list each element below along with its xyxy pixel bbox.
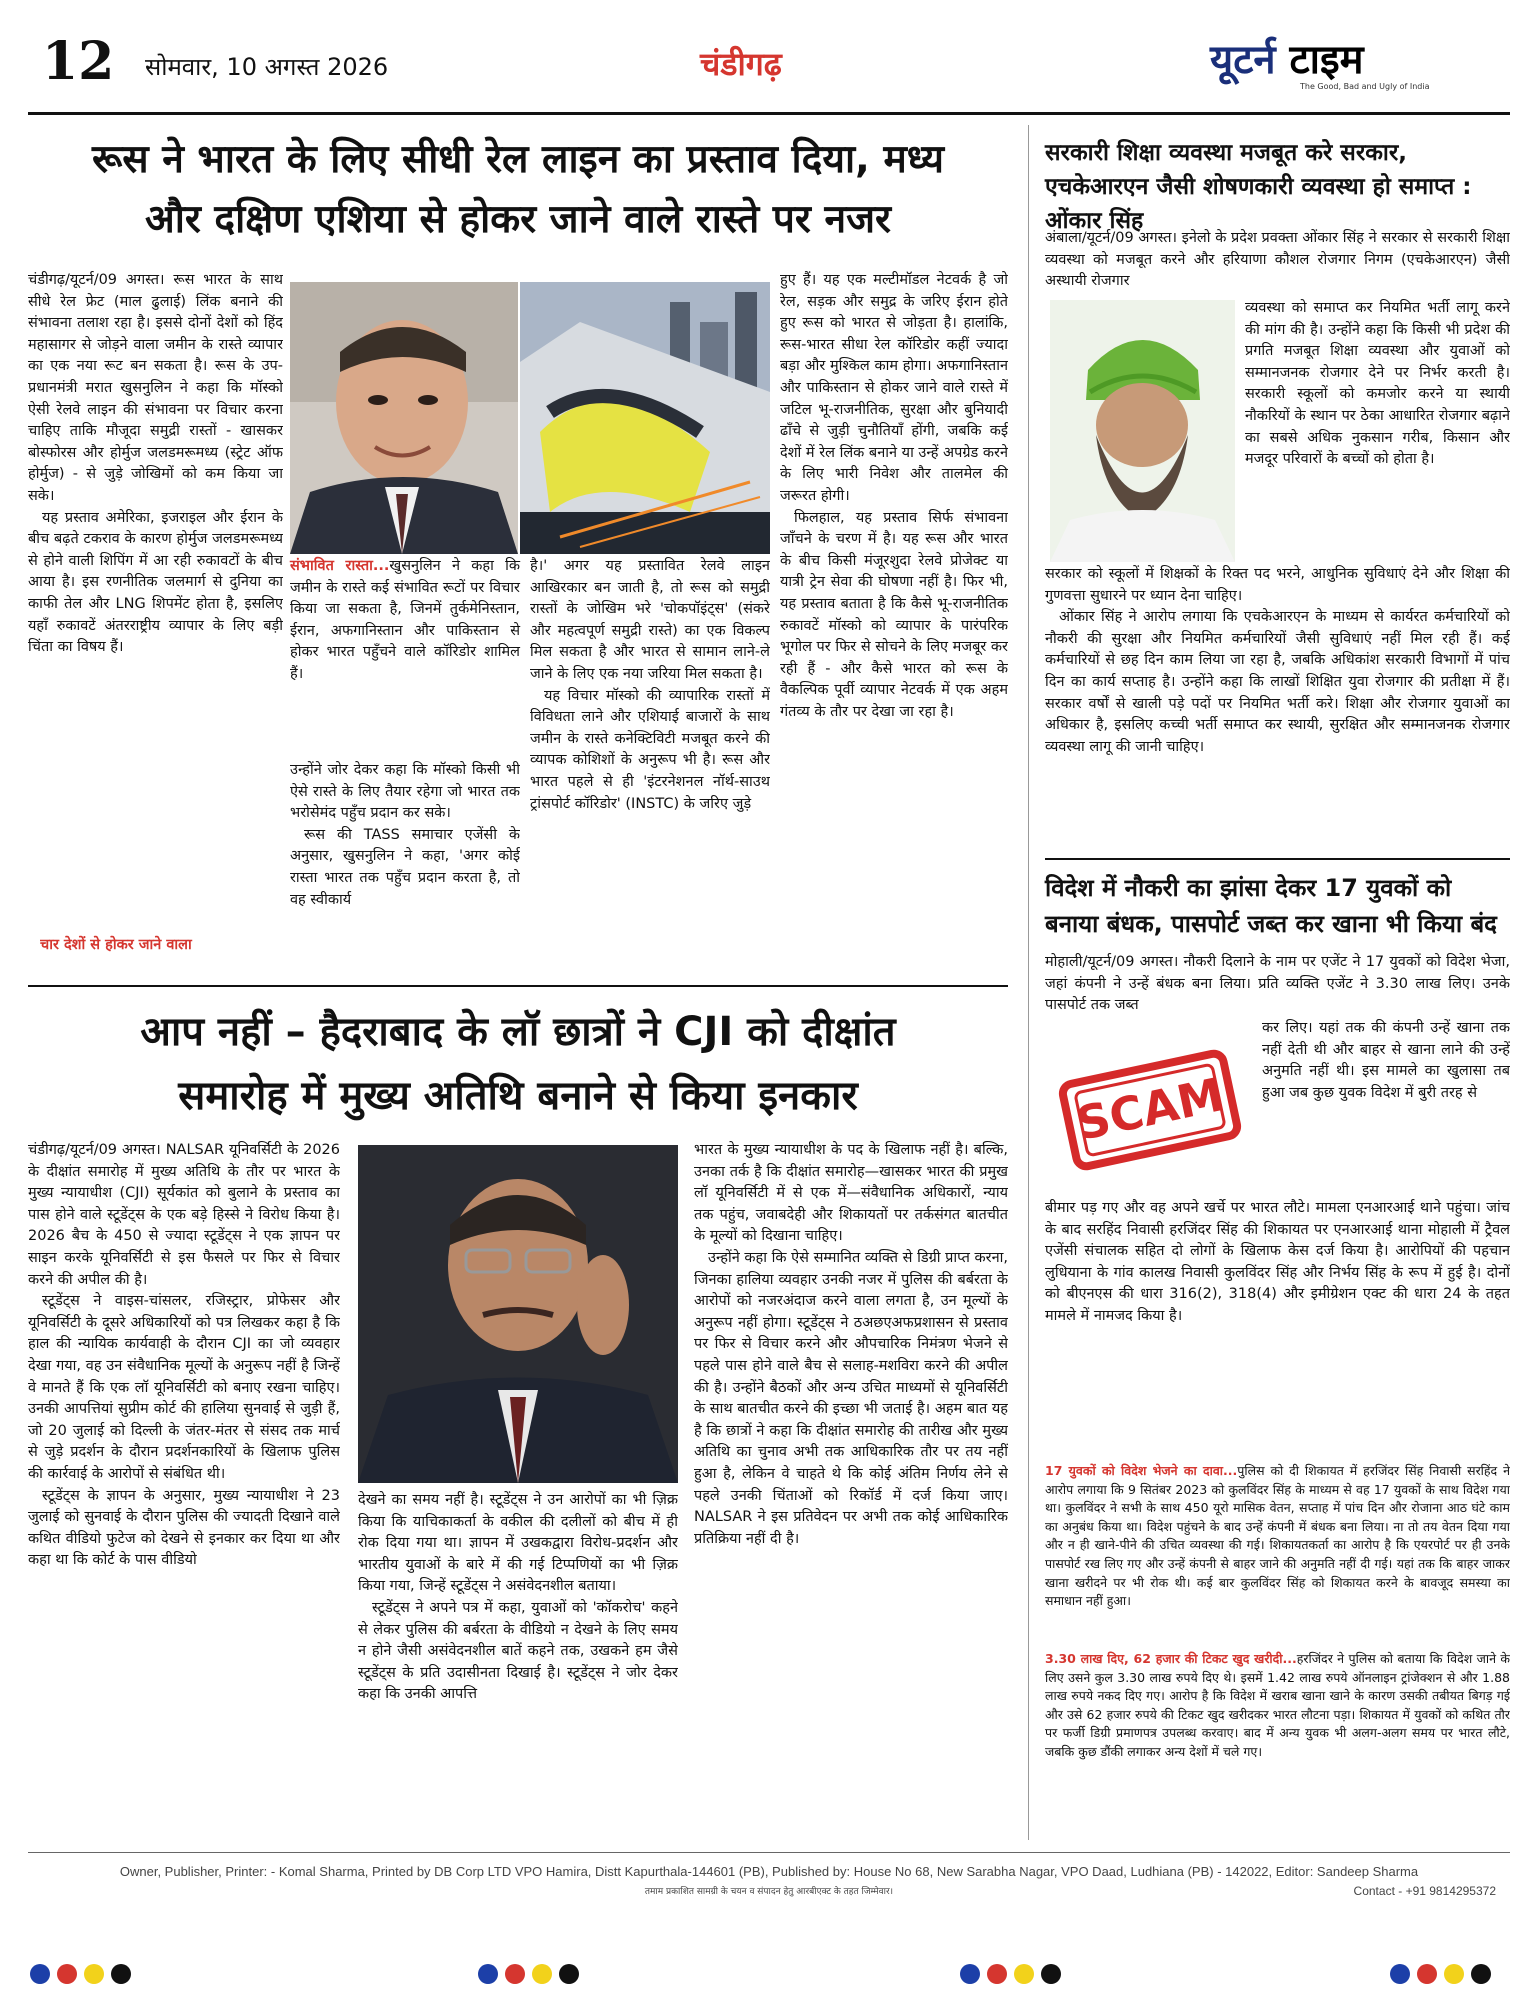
edu-beside-photo: व्यवस्था को समाप्त कर नियमित भर्ती लागू करने की मांग की है। उन्होंने कहा कि किसी भी प्रदेश की प्रगति मजबूत शिक्षा व्यवस्था और युवाओं को सम्मानजनक रोजगार देने पर निर्भर करती है। सरकारी स्कूलों को कमजोर करने या स्थायी नौकरियों के स्थान पर ठेका आधारित रोजगार बढ़ाने का सबसे अधिक नुकसान गरीब, किसान और मजदूर परिवारों के बच्चों को होता है। [1245, 300, 1510, 468]
job-intro: मोहाली/यूटर्न/09 अगस्त। नौकरी दिलाने के नाम पर एजेंट ने 17 युवकों को विदेश भेजा, जहां कंपनी ने उन्हें बंधक बना लिया। प्रति व्यक्ति एजेंट ने 3.30 लाख लिए। उनके पासपोर्ट तक जब्त [1045, 954, 1510, 1014]
color-dot-black [1041, 1964, 1061, 1984]
rail-col2-p2: उन्होंने जोर देकर कहा कि मॉस्को किसी भी ऐसे रास्ते के लिए तैयार रहेगा जो भारत तक भरोसेमंद पहुँच प्रदान कर सके। [290, 762, 520, 822]
section-divider [28, 985, 1008, 987]
scam-stamp-text: SCAM [1071, 1067, 1229, 1151]
cji-col2-p2: स्टूडेंट्स ने अपने पत्र में कहा, युवाओं को 'कॉकरोच' कहने से लेकर पुलिस की बर्बरता के वीडियो न देखने के लिए समय न होने जैसी असंवेदनशील बातें कहने तक, उखकने हम जैसे स्टूडेंट्स के प्रति उदासीनता दिखाई है। स्टूडेंट्स ने जोर देकर कहा कि उनकी आपत्ति [358, 1599, 678, 1703]
right-divider [1045, 858, 1510, 860]
cji-col1-p1: चंडीगढ़/यूटर्न/09 अगस्त। NALSAR यूनिवर्सिटी के 2026 के दीक्षांत समारोह में मुख्य अतिथि के तौर पर भारत के मुख्य न्यायाधीश (CJI) सूर्यकांत को बुलाने के प्रस्ताव का पास होने वाले स्टूडेंट्स के एक बड़े हिस्से ने विरोध किया है। 2026 बैच के 450 से ज्यादा स्टूडेंट्स ने एक ज्ञापन पर साइन करके यूनिवर्सिटी से इस फैसले पर फिर से विचार करने की अपील की है। [28, 1142, 340, 1288]
caption-text: खुसनुलिन ने कहा कि जमीन के रास्ते कई संभावित रूटों पर विचार किया जा सकता है, जिनमें तुर्कमेनिस्तान, ईरान, अफगानिस्तान और पाकिस्तान से होकर भारत पहुँचने वाले कॉरिडोर शामिल हैं। [290, 558, 520, 682]
color-dot-black [111, 1964, 131, 1984]
job-beside-photo: कर लिए। यहां तक की कंपनी उन्हें खाना तक नहीं देती थी और बाहर से खाना लाने की उन्हें अनुमति नहीं थी। इस मामले का खुलासा तब हुआ जब कुछ युवक विदेश में बुरी तरह से [1262, 1020, 1510, 1101]
edu-intro: अंबाला/यूटर्न/09 अगस्त। इनेलो के प्रदेश प्रवक्ता ओंकार सिंह ने सरकार से सरकारी शिक्षा व्यवस्था को मजबूत करने और हरियाणा कौशल रोजगार निगम (एचकेआरएन) जैसी अस्थायी रोजगार [1045, 230, 1510, 290]
rail-col3-p2: यह विचार मॉस्को की व्यापारिक रास्तों में विविधता लाने और एशियाई बाजारों के साथ जमीन के रास्ते कनेक्टिविटी मजबूत करने की व्यापक कोशिशों के अनुरूप भी है। रूस और भारत पहले से ही 'इंटरनेशनल नॉर्थ-साउथ ट्रांसपोर्ट कॉरिडोर' (INSTC) के जरिए जुड़े [530, 687, 770, 812]
logo-text-1: यूटर्न [1210, 37, 1276, 83]
rail-column-3 [530, 556, 770, 960]
color-dot-blue [1390, 1964, 1410, 1984]
rail-headline [28, 130, 1008, 250]
newspaper-logo [1210, 38, 1510, 102]
color-dot-red [1417, 1964, 1437, 1984]
edu-p-after: सरकार को स्कूलों में शिक्षकों के रिक्त पद भरने, आधुनिक सुविधाएं देने और शिक्षा की गुणवत्ता सुधारने पर ध्यान देना चाहिए। [1045, 566, 1510, 604]
registration-marks-right [960, 1964, 1061, 1986]
cji-headline-line2: समारोह में मुख्य अतिथि बनाने से किया इनकार [178, 1073, 858, 1119]
rail-col1-tail: चार देशों से होकर जाने वाला [40, 937, 192, 953]
khusnullin-photo [290, 282, 518, 554]
job-sub2-label: 3.30 लाख दिए, 62 हजार की टिकट खुद खरीदी... [1045, 1651, 1297, 1666]
color-dot-black [1471, 1964, 1491, 1984]
disclaimer-line: तमाम प्रकाशित सामग्री के चयन व संपादन हेतु आरबीएक्ट के तहत जिम्मेवार। [644, 1887, 894, 1897]
page-number: 12 [42, 31, 115, 92]
color-dot-red [987, 1964, 1007, 1984]
scam-stamp-graphic [1050, 1030, 1250, 1190]
job-body: बीमार पड़ गए और वह अपने खर्चे पर भारत लौटे। मामला एनआरआई थाने पहुंचा। जांच के बाद सरहिंद निवासी हरजिंदर सिंह की शिकायत पर एनआरआई थाना मोहाली में ट्रैवल एजेंसी संचालक सहित दो लोगों के खिलाफ केस दर्ज किया है। आरोपियों की पहचान लुधियाना के गांव कालख निवासी कुलविंदर सिंह और निर्भय सिंह के रूप में हुई है। दोनों को बीएनएस की धारा 316(2), 318(4) और इमीग्रेशन एक्ट की धारा 24 के तहत मामले में नामजद किया है। [1045, 1200, 1510, 1324]
footer-rule [28, 1852, 1510, 1853]
color-dot-blue [478, 1964, 498, 1984]
cji-col1-p3: स्टूडेंट्स के ज्ञापन के अनुसार, मुख्य न्यायाधीश ने 23 जुलाई को सुनवाई के दौरान पुलिस की ज्यादती दिखाने वाले कथित वीडियो फुटेज को देखने से इनकार कर दिया था और कहा था कि कोर्ट के पास वीडियो [28, 1487, 340, 1569]
job-sub1-text: पुलिस को दी शिकायत में हरजिंदर सिंह निवासी सरहिंद ने आरोप लगाया कि 9 सितंबर 2023 को कुलविंदर सिंह के माध्यम से वह 17 युवकों के साथ विदेश गया था। कुलविंदर ने सभी के साथ 450 यूरो मासिक वेतन, सप्ताह में पांच दिन और रोजाना आठ घंटे काम का अनुबंध किया था। विदेश पहुंचने के बाद उन्हें कंपनी में बंधक बना लिया। ना तो तय वेतन दिया गया और न ही खाने-पीने की उचित व्यवस्था की गई। शिकायतकर्ता का आरोप है कि एयरपोर्ट पर ही उनके पासपोर्ट रख लिए गए और उन्हें कंपनी से बाहर जाने की अनुमति नहीं दी गई। यहां तक कि बाहर जाकर खाना खरीदने पर भी रोक थी। कई बार कुलविंदर सिंह को शिकायत करने के बावजूद समस्या का समाधान नहीं हुआ। [1045, 1463, 1510, 1609]
registration-marks-far-right [1390, 1964, 1491, 1986]
logo-text-2: टाइम [1289, 37, 1364, 83]
rail-col1-p2: यह प्रस्ताव अमेरिका, इजराइल और ईरान के बीच बढ़ते टकराव के कारण होर्मुज जलडमरूमध्य से होने वाली शिपिंग में आ रही रुकावटों के बीच आया है। इस रणनीतिक जलमार्ग से दुनिया का काफी तेल और LNG शिपमेंट होता है, इसलिए यहाँ रुकावटें अंतरराष्ट्रीय व्यापार के लिए बड़ी चिंता का विषय हैं। [28, 509, 283, 656]
train-photo [520, 282, 770, 554]
registration-marks-left [30, 1964, 131, 1986]
edu-body [1045, 564, 1510, 854]
rail-column-4 [780, 270, 1008, 960]
color-dot-yellow [1014, 1964, 1034, 1984]
job-subsection-2 [1045, 1650, 1510, 1840]
rail-headline-line2: और दक्षिण एशिया से होकर जाने वाले रास्ते पर नजर [144, 197, 891, 242]
rail-col3-p1: है।' अगर यह प्रस्तावित रेलवे लाइन आखिरकार बन जाती है, तो रूस को समुद्री रास्तों के जोखिम भरे 'चोकपॉइंट्स' (संकरे और महत्वपूर्ण समुद्री रास्ते) का एक विकल्प मिल सकता है और भारत से सामान लाने-ले जाने के लिए एक नया जरिया मिल सकता है। [530, 558, 770, 682]
color-dot-black [559, 1964, 579, 1984]
job-headline: विदेश में नौकरी का झांसा देकर 17 युवकों को बनाया बंधक, पासपोर्ट जब्त कर खाना भी किया बंद [1045, 874, 1497, 938]
rail-photo-caption [290, 556, 520, 716]
color-dot-blue [30, 1964, 50, 1984]
column-rule [1028, 125, 1029, 1840]
masthead-rule [28, 112, 1510, 115]
cji-column-2 [358, 1490, 678, 1840]
rail-headline-line1: रूस ने भारत के लिए सीधी रेल लाइन का प्रस्ताव दिया, मध्य [91, 137, 945, 182]
color-dot-yellow [532, 1964, 552, 1984]
registration-marks-center [478, 1964, 579, 1986]
color-dot-yellow [1444, 1964, 1464, 1984]
cji-headline [28, 1000, 1008, 1128]
logo-tagline: The Good, Bad and Ugly of India [1300, 82, 1430, 91]
imprint-line: Owner, Publisher, Printer: - Komal Sharma, Printed by DB Corp LTD VPO Hamira, Distt Kapurthala-144601 (PB), Published by: House No 68, New Sarabha Nagar, VPO Daad, Ludhiana (PB) - 142022, Editor: Sandeep Sharma [119, 1864, 1419, 1879]
cji-col3-p2: उन्होंने कहा कि ऐसे सम्मानित व्यक्ति से डिग्री प्राप्त करना, जिनका हालिया व्यवहार उनकी नजर में पुलिस की बर्बरता के आरोपों को नजरअंदाज करने वाला लगता है, उन मूल्यों के अनुरूप नहीं होगा। स्टूडेंट्स ने ठअछएअफप्रशासन से प्रस्ताव पर फिर से विचार करने और औपचारिक निमंत्रण भेजने से पहले पास होने वाले बैच से सलाह-मशविरा करने की अपील की है। उन्होंने बैठकों और अन्य उचित माध्यमों से यूनिवर्सिटी के साथ बातचीत करने की इच्छा भी जताई है। अहम बात यह है कि छात्रों ने कहा कि दीक्षांत समारोह की तारीख और मुख्य अतिथि का चुनाव अभी तक आधिकारिक तौर पर तय नहीं हुआ है, लेकिन वे चाहते थे कि कोई अंतिम निर्णय लेने से पहले उनकी चिंताओं को रिकॉर्ड में दर्ज किया जाए। NALSAR ने इस प्रतिवेदन पर अभी तक कोई आधिकारिक प्रतिक्रिया नहीं दी है। [694, 1249, 1008, 1547]
edu-headline: सरकारी शिक्षा व्यवस्था मजबूत करे सरकार, एचकेआरएन जैसी शोषणकारी व्यवस्था हो समाप्त : ओंकार सिंह [1045, 140, 1472, 234]
rail-col1-p1: चंडीगढ़/यूटर्न/09 अगस्त। रूस भारत के साथ सीधे रेल फ्रेट (माल ढुलाई) लिंक बनाने की संभावना तलाश रहा है। इससे दोनों देशों को हिंद महासागर से जोड़ने वाला जमीन के रास्ते व्यापार का एक नया रूट बन सकता है। रूस के उप-प्रधानमंत्री मरात खुसनुलिन ने कहा कि मॉस्को ऐसी रेलवे लाइन की संभावना पर विचार करना चाहिए ताकि मौजूदा समुद्री रास्तों - खासकर बोस्फोरस और होर्मुज जलडमरूमध्य (स्ट्रेट ऑफ होर्मुज) - से जुड़े जोखिमों को कम किया जा सके। [28, 272, 283, 504]
job-sub2-text: हरजिंदर ने पुलिस को बताया कि विदेश जाने के लिए उसने कुल 3.30 लाख रुपये दिए थे। इसमें 1.42 लाख रुपये ऑनलाइन ट्रांजेक्शन से और 1.88 लाख रुपये नकद दिए गए। आरोप है कि विदेश में खराब खाना खाने के कारण उसकी तबीयत बिगड़ गई और उसे 62 हजार रुपये की टिकट खुद खरीदकर भारत लौटना पड़ा। शिकायत में युवकों को कथित तौर पर फर्जी डिग्री प्रमाणपत्र उपलब्ध करवाए। बाद में अन्य युवक भी अलग-अलग समय पर भारत लौटे, जबकि कुछ डौंकी लगाकर अन्य देशों में चले गए। [1045, 1651, 1510, 1759]
rail-col4-p1: हुए हैं। यह एक मल्टीमॉडल नेटवर्क है जो रेल, सड़क और समुद्र के जरिए ईरान होते हुए रूस को भारत से जोड़ता है। हालांकि, रूस-भारत सीधा रेल कॉरिडोर कहीं ज्यादा बड़ा और मुश्किल काम होगा। अफगानिस्तान और पाकिस्तान से होकर जाने वाले रास्ते में जटिल भू-राजनीतिक, सुरक्षा और बुनियादी ढाँचे से जुड़ी चुनौतियाँ होंगी, जबकि कई देशों में रेल लिंक बनाने या उन्हें अपग्रेड करने के लिए भारी निवेश और तालमेल की जरूरत होगी। [780, 272, 1008, 504]
caption-label: संभावित रास्ता... [290, 558, 390, 574]
cji-headline-line1: आप नहीं – हैदराबाद के लॉ छात्रों ने CJI को दीक्षांत [140, 1009, 896, 1055]
omkar-singh-photo [1050, 300, 1235, 562]
rail-col4-p2: फिलहाल, यह प्रस्ताव सिर्फ संभावना जाँचने के चरण में है। यह रूस और भारत के बीच किसी मंजूरशुदा रेलवे प्रोजेक्ट या यात्री ट्रेन सेवा की घोषणा नहीं है। फिर भी, यह प्रस्ताव बताता है कि कैसे भू-राजनीतिक रुकावटें मॉस्को को व्यापार के पारंपरिक भूगोल पर फिर से सोचने के लिए मजबूर कर रही हैं - और कैसे भारत को रूस के वैकल्पिक पूर्वी व्यापार नेटवर्क में एक अहम गंतव्य के तौर पर देखा जा रहा है। [780, 509, 1008, 720]
color-dot-yellow [84, 1964, 104, 1984]
rail-column-2 [290, 760, 520, 960]
cji-col2-p1: देखने का समय नहीं है। स्टूडेंट्स ने उन आरोपों का भी ज़िक्र किया कि याचिकाकर्ता के वकील की दलीलों को बीच में ही रोक दिया गया था। ज्ञापन में उखकद्वारा विरोध-प्रदर्शन और भारतीय युवाओं के बारे में की गई टिप्पणियों का भी ज़िक्र किया गया, जिन्हें स्टूडेंट्स ने असंवेदनशील बताया। [358, 1492, 678, 1595]
rail-column-1 [28, 270, 283, 930]
issue-date: सोमवार, 10 अगस्त 2026 [145, 53, 389, 81]
edition-city: चंडीगढ़ [700, 45, 782, 83]
cji-photo [358, 1145, 678, 1483]
color-dot-blue [960, 1964, 980, 1984]
contact-line: Contact - +91 9814295372 [1353, 1884, 1496, 1898]
cji-column-3 [694, 1140, 1008, 1840]
job-subsection-1 [1045, 1462, 1510, 1648]
color-dot-red [57, 1964, 77, 1984]
job-sub1-label: 17 युवकों को विदेश भेजने का दावा... [1045, 1463, 1238, 1478]
cji-col1-p2: स्टूडेंट्स ने वाइस-चांसलर, रजिस्ट्रार, प्रोफेसर और यूनिवर्सिटी के दूसरे अधिकारियों को पत्र लिखकर कहा है कि हाल की न्यायिक कार्यवाही के दौरान CJI का जो व्यवहार देखा गया, वह उन संवैधानिक मूल्यों के अनुरूप नहीं है जिन्हें वे मानते हैं कि एक लॉ यूनिवर्सिटी को बनाए रखना चाहिए। उनकी आपत्तियां सुप्रीम कोर्ट की हालिया सुनवाई से जुड़ी हैं, जो 20 जुलाई को दिल्ली के जंतर-मंतर से संसद तक मार्च से जुड़े प्रदर्शन के दौरान प्रदर्शनकारियों के खिलाफ पुलिस की कार्रवाई के आरोपों से संबंधित थी। [28, 1293, 340, 1482]
rail-col2-p3: रूस की TASS समाचार एजेंसी के अनुसार, खुसनुलिन ने कहा, 'अगर कोई रास्ता भारत तक पहुँच प्रदान करता है, तो वह स्वीकार्य [290, 826, 520, 908]
cji-column-1 [28, 1140, 340, 1840]
edu-p2: ओंकार सिंह ने आरोप लगाया कि एचकेआरएन के माध्यम से कार्यरत कर्मचारियों को नौकरी की सुरक्षा और नियमित कर्मचारियों जैसी सुविधाएं नहीं मिल रही हैं। कई कर्मचारियों से छह दिन काम लिया जा रहा है, जबकि अधिकांश सरकारी विभागों में पांच दिन का कार्य सप्ताह है। उन्होंने कहा कि लाखों शिक्षित युवा रोजगार की प्रतीक्षा में हैं। सरकार वर्षों से खाली पड़े पदों पर नियमित भर्ती करे। शिक्षा और रोजगार युवाओं का अधिकार है, इसलिए कच्ची भर्ती समाप्त कर स्थायी, सुरक्षित और सम्मानजनक रोजगार व्यवस्था लागू की जानी चाहिए। [1045, 609, 1510, 755]
cji-col3-p1: भारत के मुख्य न्यायाधीश के पद के खिलाफ नहीं है। बल्कि, उनका तर्क है कि दीक्षांत समारोह—खासकर भारत की प्रमुख लॉ यूनिवर्सिटी में से एक में—संवैधानिक अधिकारों, न्याय तक पहुंच, जवाबदेही और शिकायतों पर तर्कसंगत बातचीत के मूल्यों को दिखाना चाहिए। [694, 1142, 1008, 1245]
color-dot-red [505, 1964, 525, 1984]
